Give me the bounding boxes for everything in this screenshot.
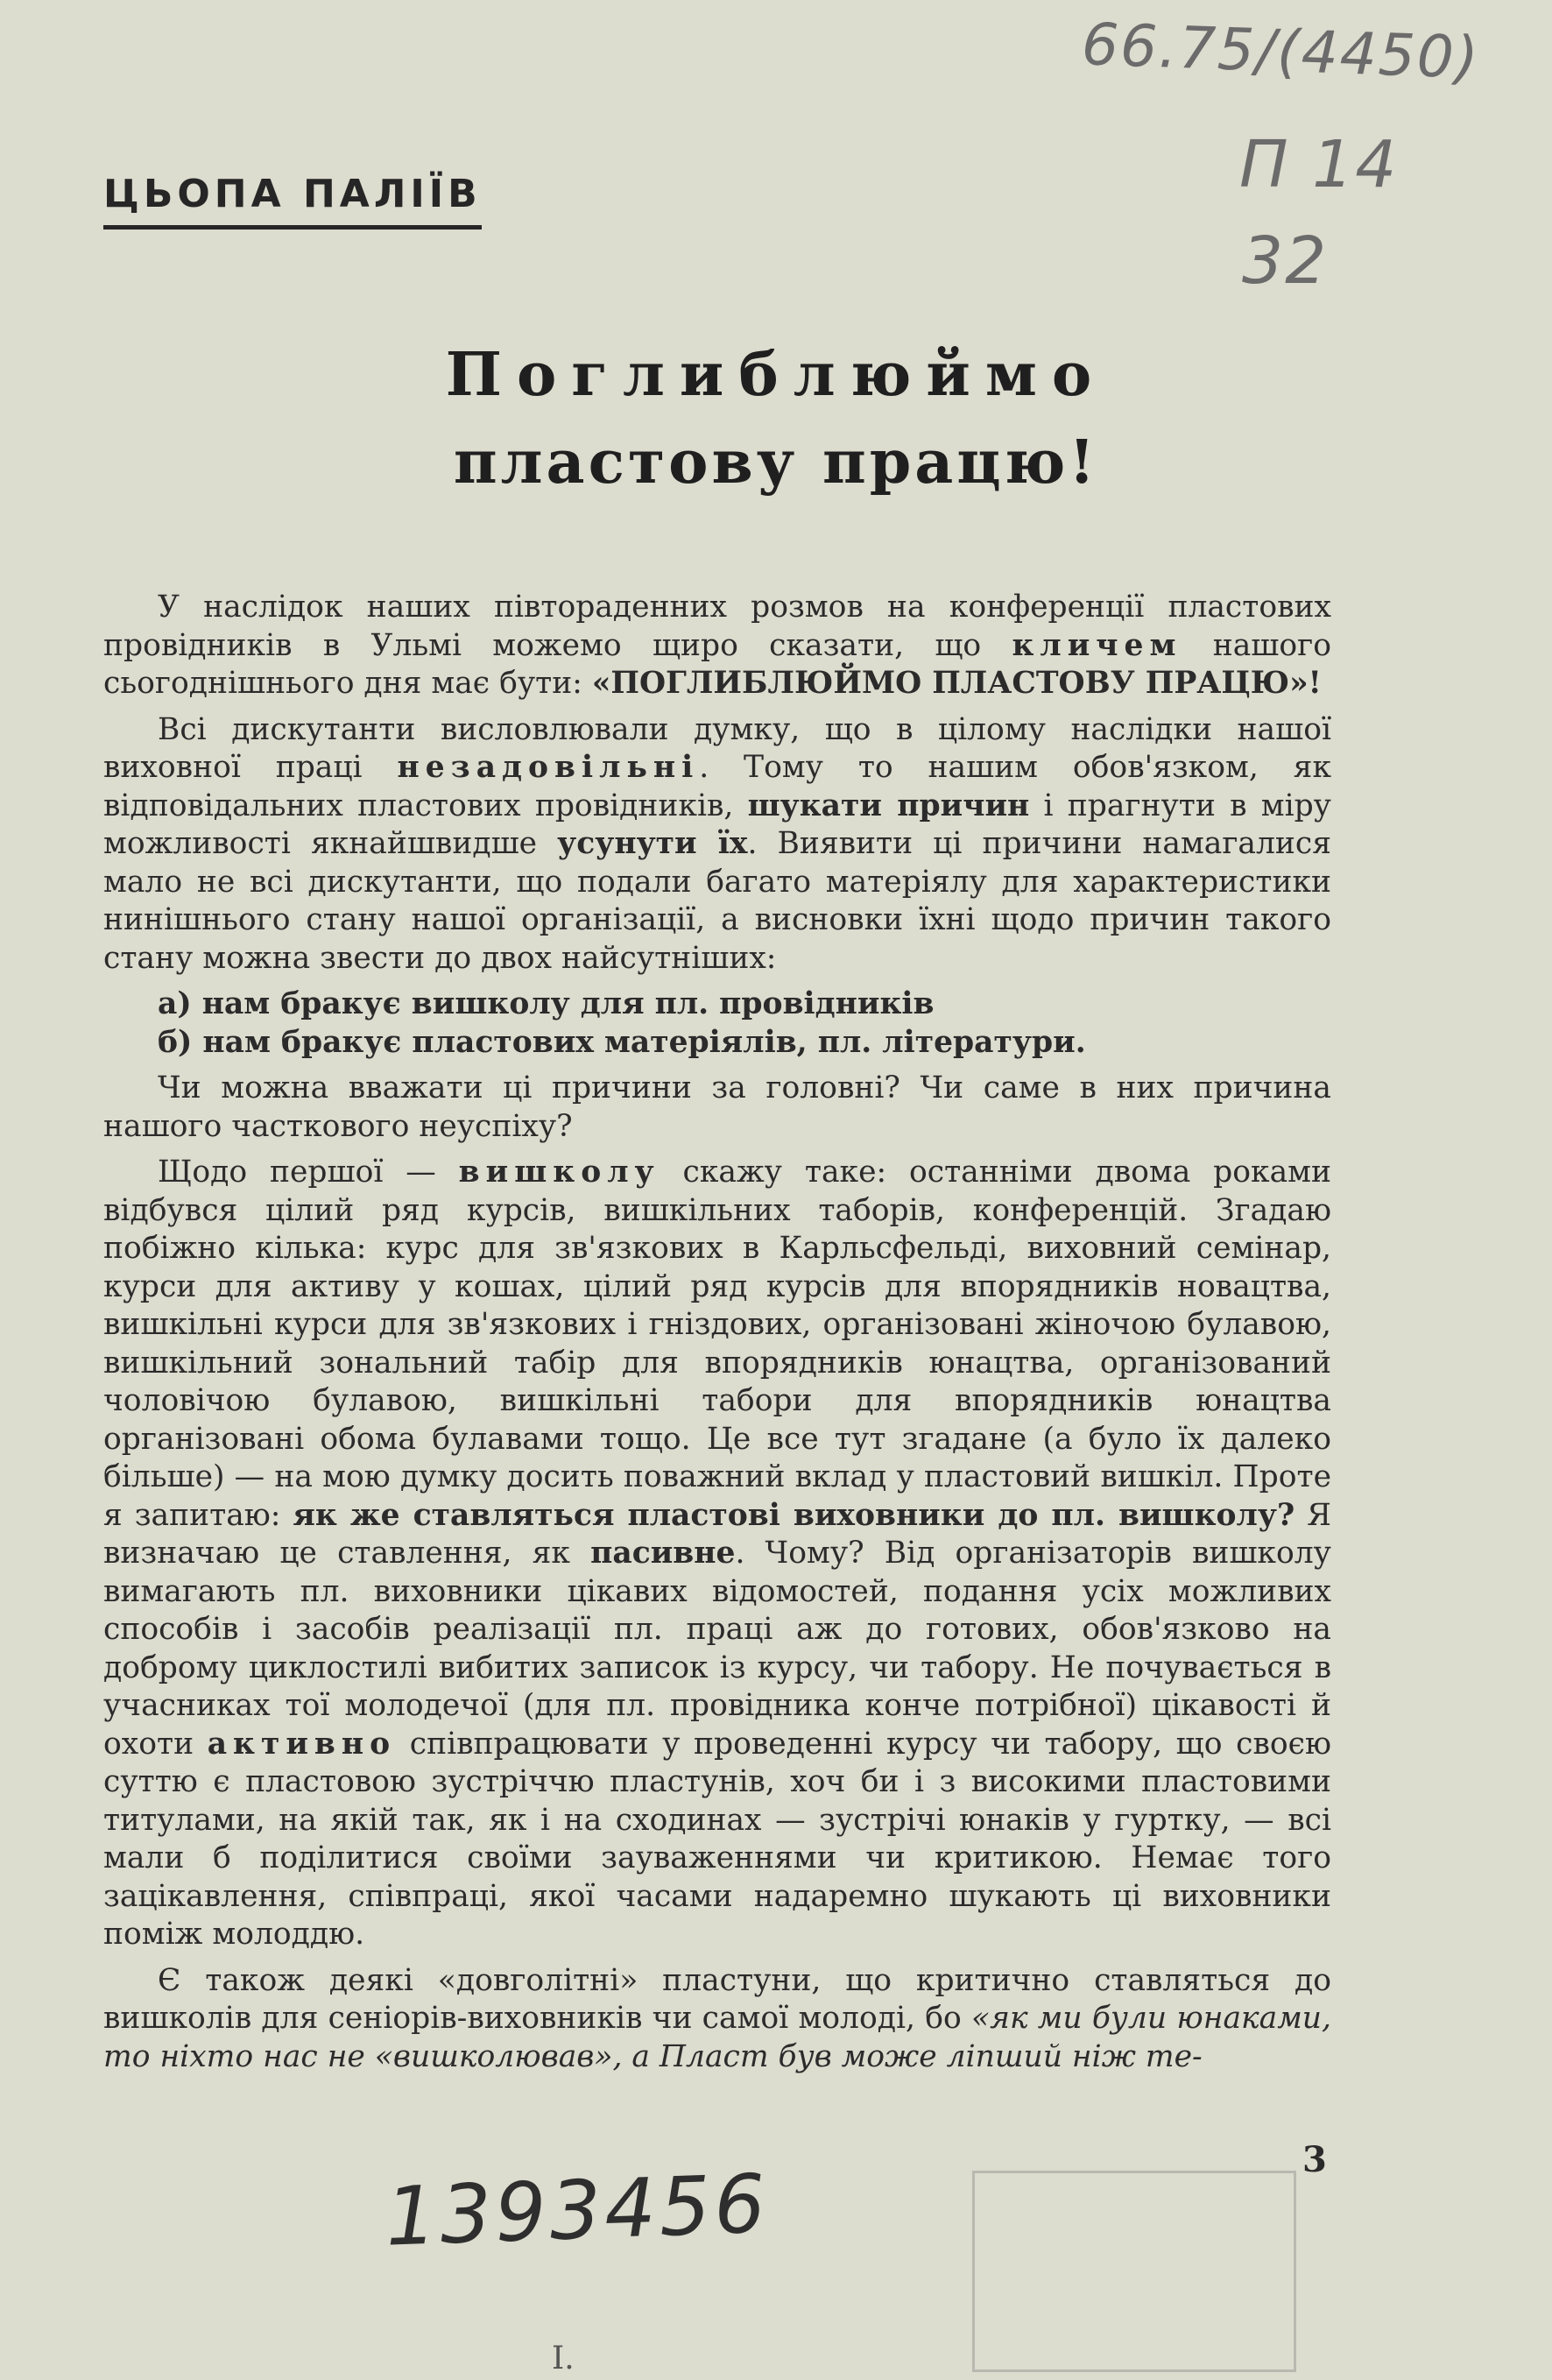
paragraph-1 xyxy=(103,589,1331,703)
page-number: 3 xyxy=(1302,2139,1327,2180)
title-line-2: пластову працю! xyxy=(453,427,1099,498)
text-run: Всі дискутанти висловлювали думку, що в цілому наслідки нашої виховної праці xyxy=(103,711,1331,785)
emphasis-bold: пасивне xyxy=(590,1536,736,1571)
emphasis-spaced: активно xyxy=(207,1726,397,1762)
faded-stamp xyxy=(972,2171,1296,2372)
text-run: скажу таке: останніми двома роками відбувся цілий ряд курсів, вишкільних таборів, конференцій. Згадаю побіжно кілька: курс для зв'язкових в Карльсфельді, виховний семінар, курси для активу у кошах, цілий ряд курсів для впорядників новацтва, вишкільні курси для зв'язкових і гніздових, організовані жіночою булавою, вишкільний зональний табір для впорядників юнацтва, організований чоловічою булавою, вишкільні табори для впорядників юнацтва організовані обома булавами тощо. Це все тут згадане (а було їх далеко більше) — на мою думку досить поважний вклад у пластовий вишкіл. Проте я запитаю: xyxy=(103,1155,1331,1533)
handwritten-shelf-mark: П 14 xyxy=(1239,127,1399,202)
paragraph-2 xyxy=(103,711,1331,978)
article-author: ЦЬОПА ПАЛІЇВ xyxy=(103,172,482,230)
emphasis-bold: як же ставляться пластові виховники до пл. вишколу? xyxy=(293,1497,1295,1533)
text-run: . Чому? Від організаторів вишколу вимагають пл. виховники цікавих відомостей, подання усіх можливих способів і засобів реалізації пл. праці аж до готових, обов'язково на доброму циклостилі вибитих записок із курсу, чи табору. Не почувається в учасниках тої молодечої (для пл. провідника конче потрібної) цікавості й охоти xyxy=(103,1536,1331,1762)
paragraph-5 xyxy=(103,1962,1331,2077)
emphasis-spaced: кличем xyxy=(1012,627,1182,663)
text-run: . Виявити ці причини намагалися мало не всі дискутанти, що подали багато матеріялу для характеристики нинішнього стану нашої організації, а висновки їхні щодо причин такого стану можна звести до двох найсутніших: xyxy=(103,826,1332,976)
handwritten-number: 32 xyxy=(1242,223,1329,299)
bottom-mark: I. xyxy=(552,2341,575,2376)
list-item-b: б) нам бракує пластових матеріялів, пл. літератури. xyxy=(158,1024,1086,1060)
paragraph-4 xyxy=(103,1154,1331,1954)
text-run: Щодо першої — xyxy=(158,1155,459,1190)
emphasis-bold: усунути їх xyxy=(557,826,748,861)
handwritten-inventory-number: 1393456 xyxy=(384,2157,771,2264)
article-body xyxy=(103,589,1331,2084)
text-run: співпрацювати у проведенні курсу чи табору, що своєю суттю є пластовою зустріччю пластунів, хоч би і з високими пластовими титулами, на якій так, як і на сходинах — зустрічі юнаків у гуртку, — всі мали б поділитися своїми зауваженнями чи критикою. Немає того зацікавлення, співпраці, якої часами надаремно шукають ці виховники поміж молоддю. xyxy=(103,1726,1331,1952)
text-run: і прагнути в міру можливості якнайшвидше xyxy=(103,787,1331,861)
text-run: нашого сьогоднішнього дня має бути: xyxy=(103,627,1331,701)
handwritten-call-number: 66.75/(4450) xyxy=(1080,11,1481,92)
text-run: . Тому то нашим обов'язком, як відповідальних пластових провідників, xyxy=(103,750,1332,823)
list-item-a: а) нам бракує вишколу для пл. провідників xyxy=(158,986,935,1021)
text-run: Є також деякі «довголітні» пластуни, що критично ставляться до вишколів для сеніорів-виховників чи самої молоді, бо xyxy=(103,1962,1331,2036)
text-run: Я визначаю це ставлення, як xyxy=(103,1497,1331,1571)
article-title xyxy=(0,331,1552,506)
emphasis-bold: «ПОГЛИБЛЮЙМО ПЛАСТОВУ ПРАЦЮ»! xyxy=(591,666,1322,701)
emphasis-spaced: незадовільні xyxy=(397,750,700,785)
text-run: У наслідок наших півтораденних розмов на конференції пластових провідників в Ульмі можемо щиро сказати, що xyxy=(103,590,1331,663)
title-line-1: Поглиблюймо xyxy=(445,340,1107,410)
paragraph-3: Чи можна вважати ці причини за головні? Чи саме в них причина нашого часткового неуспіху? xyxy=(103,1070,1331,1144)
emphasis-bold: шукати причин xyxy=(747,787,1030,823)
emphasis-spaced: вишколу xyxy=(458,1155,660,1190)
emphasis-italic: «як ми були юнаками, то ніхто нас не «вишколював», а Пласт був може ліпший ніж те- xyxy=(103,2001,1331,2074)
